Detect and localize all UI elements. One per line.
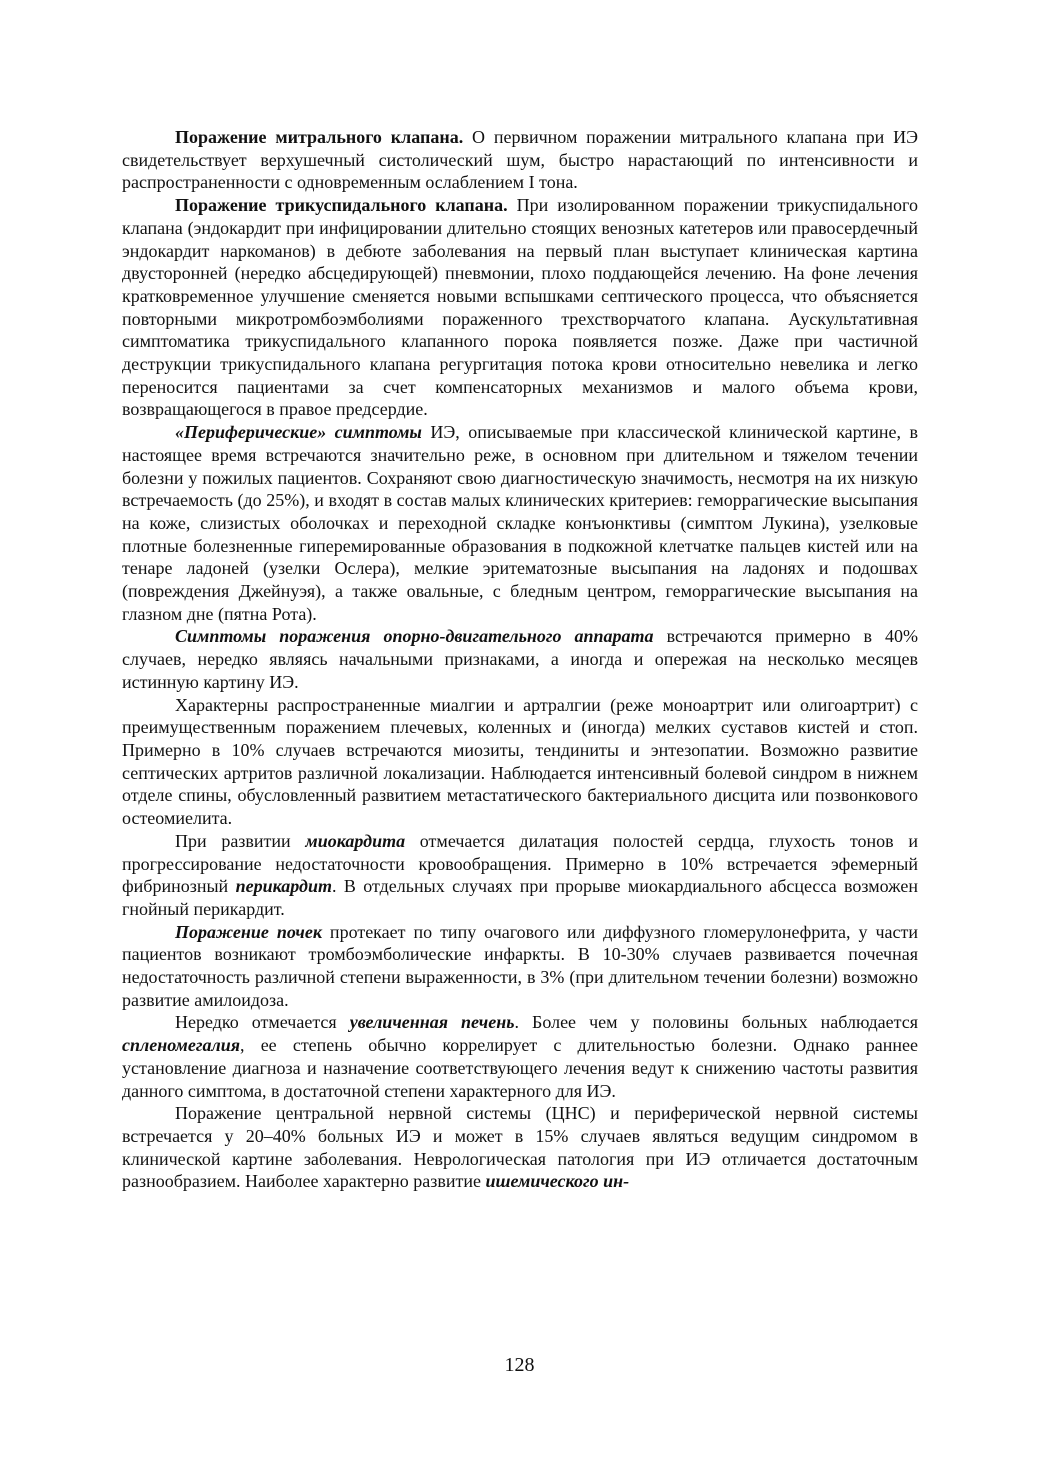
paragraph-musculoskeletal <box>122 625 918 693</box>
paragraph-text: Нередко отмечается <box>175 1012 350 1033</box>
paragraph-myalgia <box>122 694 918 830</box>
paragraph-myocarditis <box>122 830 918 921</box>
heading-musculoskeletal: Симптомы поражения опорно-двигательного аппарата <box>175 626 654 647</box>
page-number: 128 <box>504 1354 535 1376</box>
term-splenomegaly: спленомегалия <box>122 1035 241 1056</box>
paragraph-text: отмечается дилатация полостей сердца, глухость тонов и прогрессирование недостаточности кровообращения. Примерно в 10% встречается эфемерный фибринозный <box>122 830 918 897</box>
paragraph-mitral-valve <box>122 126 918 194</box>
term-pericarditis: перикардит <box>235 876 332 897</box>
term-enlarged-liver: увеличенная печень <box>349 1012 515 1033</box>
term-ischemic: ишемического ин- <box>485 1171 630 1192</box>
paragraph-text: , ее степень обычно коррелирует с длительностью болезни. Однако раннее установление диагноза и назначение соответствующего лечения ведут к снижению частоты развития данного симптома, в достаточной степени характерного для ИЭ. <box>122 1035 918 1101</box>
paragraph-text: ИЭ, описываемые при классической клинической картине, в настоящее время встречаются значительно реже, в основном при длительном и тяжелом течении болезни у пожилых пациентов. Сохраняют свою диагностическую значимость, несмотря на их низкую встречаемость (до 25%), и входят в состав малых клинических критериев: геморрагические высыпания на коже, слизистых оболочках и переходной складке конъюнктивы (симптом Лукина), узелковые плотные болезненные гиперемированные образования в подкожной клетчатке пальцев кистей или на тенаре ладоней (узелки Ослера), мелкие эритематозные высыпания на ладонях и подошвах (повреждения Джейнуэя), а также овальные, с бледным центром, геморрагические высыпания на глазном дне (пятна Рота). <box>122 422 918 624</box>
paragraph-cns <box>122 1102 918 1193</box>
paragraph-text: Характерны распространенные миалгии и артралгии (реже моноартрит или олигоартрит) с преимущественным поражением плечевых, коленных и (иногда) мелких суставов кистей и стоп. Примерно в 10% случаев встречаются миозиты, тендиниты и энтезопатии. Возможно развитие септических артритов различной локализации. Наблюдается интенсивный болевой синдром в нижнем отделе спины, обусловленный развитием метастатического бактериального дисцита или позвонкового остеомиелита. <box>122 694 918 829</box>
paragraph-text: Поражение центральной нервной системы (ЦНС) и периферической нервной системы встречается у 20–40% больных ИЭ и может в 15% случаев являться ведущим синдромом в клинической картине заболевания. Неврологическая патология при ИЭ отличается достаточным разнообразием. Наиболее характерно развитие <box>122 1103 918 1192</box>
paragraph-tricuspid-valve <box>122 194 918 421</box>
paragraph-text: . В отдельных случаях при прорыве миокардиального абсцесса возможен гнойный перикардит. <box>122 876 918 919</box>
heading-tricuspid-valve: Поражение трикуспидального клапана. <box>175 195 508 216</box>
paragraph-text: О первичном поражении митрального клапана при ИЭ свидетельствует верхушечный систолический шум, быстро нарастающий по интенсивности и распространенности с одновременным ослаблением I тона. <box>122 127 918 193</box>
paragraph-text: При развитии <box>175 830 306 851</box>
paragraph-text: встречаются примерно в 40% случаев, нередко являясь начальными признаками, а иногда и опережая на несколько месяцев истинную картину ИЭ. <box>122 626 918 692</box>
paragraph-text: . Более чем у половины больных наблюдается <box>514 1012 918 1033</box>
heading-kidney: Поражение почек <box>175 921 322 942</box>
paragraph-peripheral-symptoms <box>122 421 918 625</box>
document-body <box>122 126 918 1193</box>
paragraph-liver-spleen <box>122 1011 918 1102</box>
paragraph-text: При изолированном поражении трикуспидального клапана (эндокардит при инфицировании длительно стоящих венозных катетеров или правосердечный эндокардит наркоманов) в дебюте заболевания на первый план выступает клиническая картина двусторонней (нередко абсцедирующей) пневмонии, плохо поддающейся лечению. На фоне лечения кратковременное улучшение сменяется новыми вспышками септического процесса, что объясняется повторными микротромбоэмболиями пораженного трехстворчатого клапана. Аускультативная симптоматика трикуспидального клапанного порока появляется позже. Даже при частичной деструкции трикуспидального клапана регургитация потока крови относительно невелика и легко переносится пациентами за счет компенсаторных механизмов и малого объема крови, возвращающегося в правое предсердие. <box>122 195 918 420</box>
heading-peripheral-symptoms: «Периферические» симптомы <box>175 422 422 443</box>
heading-mitral-valve: Поражение митрального клапана. <box>175 127 464 147</box>
term-myocarditis: миокардита <box>305 830 406 851</box>
paragraph-text: протекает по типу очагового или диффузного гломерулонефрита, у части пациентов возникают тромбоэмболические инфаркты. В 10-30% случаев развивается почечная недостаточность различной степени выраженности, в 3% (при длительном течении болезни) возможно развитие амилоидоза. <box>122 921 918 1010</box>
paragraph-kidney <box>122 921 918 1012</box>
